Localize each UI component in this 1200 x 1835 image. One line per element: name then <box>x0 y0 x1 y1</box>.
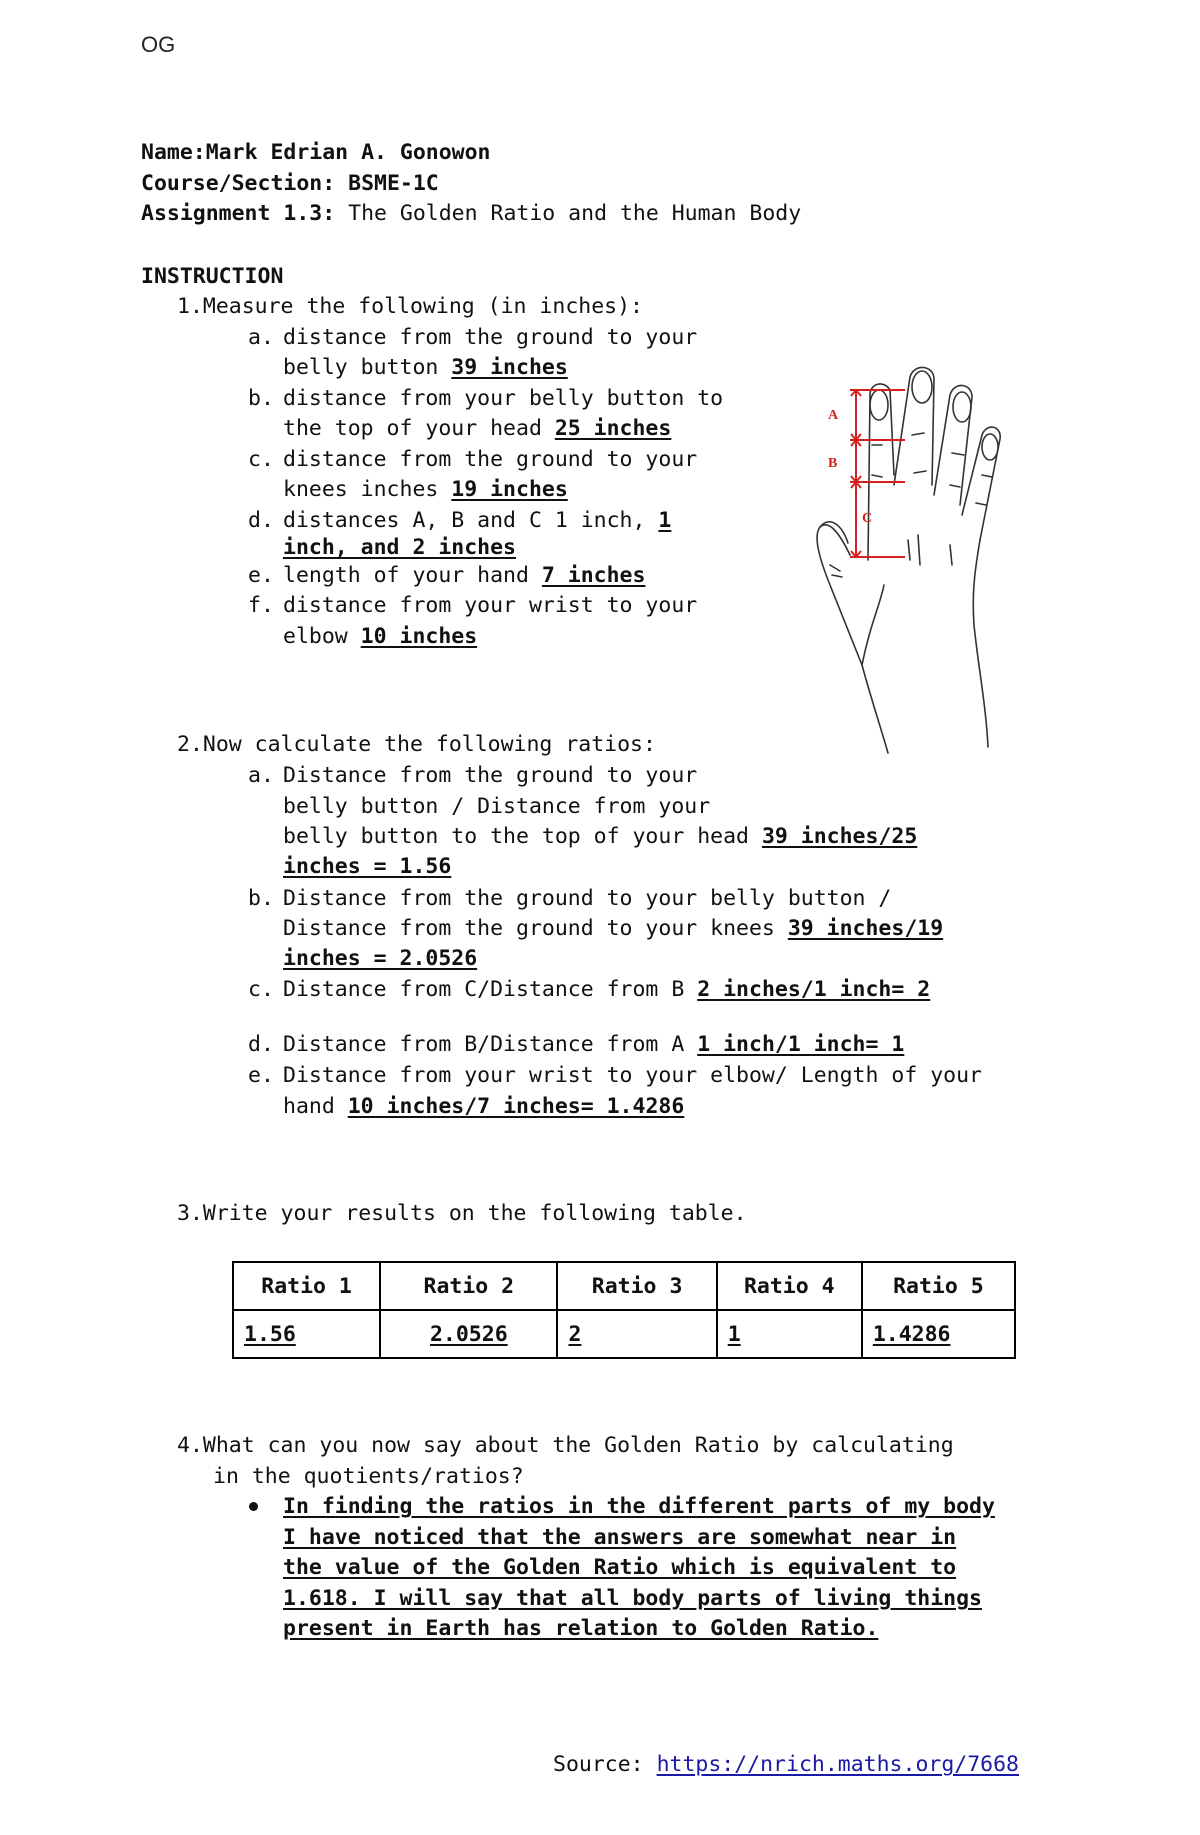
q1f-line2-text: elbow <box>283 624 361 649</box>
q2a-line4 <box>283 852 451 882</box>
q2a-line3 <box>283 822 917 852</box>
q1d-letter: d. <box>248 508 274 533</box>
source-label: Source: <box>553 1752 657 1777</box>
q2a-line1: Distance from the ground to your <box>283 763 698 788</box>
q1-number: 1. <box>177 294 203 319</box>
q1f-answer: 10 inches <box>360 624 478 649</box>
hand-illustration <box>810 365 1060 755</box>
q2e-line2-text: hand <box>283 1094 348 1119</box>
q1b-letter: b. <box>248 386 274 411</box>
q1d-answer-part2: inch, and 2 inches <box>283 535 516 560</box>
instruction-heading: INSTRUCTION <box>141 264 284 289</box>
q4-answer-line-4: 1.618. I will say that all body parts of living things <box>283 1586 982 1611</box>
q1d-line2 <box>283 533 516 563</box>
q1f-line2 <box>283 622 477 652</box>
q1b-line2 <box>283 414 671 444</box>
q2e-answer: 10 inches/7 inches= 1.4286 <box>347 1094 685 1119</box>
assignment-label: Assignment 1.3: <box>141 201 336 226</box>
hand-label-a: A <box>828 408 839 423</box>
q2-line <box>177 730 656 760</box>
table-header-ratio-5: Ratio 5 <box>862 1262 1015 1310</box>
q1b-answer: 25 inches <box>554 416 672 441</box>
q2d-letter: d. <box>248 1032 274 1057</box>
q2b-line3 <box>283 944 477 974</box>
q4-answer-line-5: present in Earth has relation to Golden Ratio. <box>283 1616 879 1641</box>
q2a-answer-part2: inches = 1.56 <box>283 854 452 879</box>
q1e-line1-text: length of your hand <box>283 563 542 588</box>
course-label: Course/Section: <box>141 171 336 196</box>
name-label: Name: <box>141 140 206 165</box>
q2b-line1: Distance from the ground to your belly button / <box>283 886 892 911</box>
assignment-line <box>141 199 801 229</box>
results-table <box>232 1261 1016 1359</box>
hand-outline <box>817 367 1000 753</box>
q4-answer-line-3: the value of the Golden Ratio which is equivalent to <box>283 1555 957 1580</box>
name-value: Mark Edrian A. Gonowon <box>205 140 491 165</box>
q4-answer-line-2: I have noticed that the answers are somewhat near in <box>283 1525 957 1550</box>
course-value: BSME-1C <box>348 171 439 196</box>
q1d-line1 <box>283 506 671 536</box>
q2e-line1: Distance from your wrist to your elbow/ Length of your <box>283 1063 982 1088</box>
q1d-line1-text: distances A, B and C 1 inch, <box>283 508 659 533</box>
table-header-ratio-2: Ratio 2 <box>380 1262 557 1310</box>
q1-line <box>177 292 643 322</box>
q2c-letter: c. <box>248 977 274 1002</box>
q2a-letter: a. <box>248 763 274 788</box>
q1f-letter: f. <box>248 593 274 618</box>
q2-text: Now calculate the following ratios: <box>202 732 656 757</box>
q1a-letter: a. <box>248 325 274 350</box>
q1e-line1 <box>283 561 645 591</box>
q1c-line1: distance from the ground to your <box>283 447 698 472</box>
answer-bullet <box>249 1502 258 1511</box>
q4-number: 4. <box>177 1433 203 1458</box>
hand-measure-lines <box>850 390 905 557</box>
q2a-line3-text: belly button to the top of your head <box>283 824 762 849</box>
q1f-line1: distance from your wrist to your <box>283 593 698 618</box>
q2c-text: Distance from C/Distance from B <box>283 977 698 1002</box>
hand-label-b: B <box>828 456 838 471</box>
q2d-answer: 1 inch/1 inch= 1 <box>697 1032 905 1057</box>
q1b-line1: distance from your belly button to <box>283 386 724 411</box>
q4-line1 <box>177 1431 954 1461</box>
source-link[interactable]: https://nrich.maths.org/7668 <box>656 1752 1019 1777</box>
q1b-line2-text: the top of your head <box>283 416 555 441</box>
hand-label-c: C <box>862 511 873 526</box>
table-header-ratio-4: Ratio 4 <box>717 1262 862 1310</box>
q4-answer-line-1: In finding the ratios in the different parts of my body <box>283 1494 995 1519</box>
q1c-line2 <box>283 475 568 505</box>
q1d-answer-part1: 1 <box>658 508 672 533</box>
results-header-row <box>233 1262 1015 1310</box>
table-cell-ratio-1: 1.56 <box>233 1310 380 1358</box>
header-corner-text: OG <box>141 32 176 57</box>
q1-text: Measure the following (in inches): <box>202 294 643 319</box>
q2e-line2 <box>283 1092 684 1122</box>
q1c-line2-text: knees inches <box>283 477 452 502</box>
q2b-answer-part2: inches = 2.0526 <box>283 946 478 971</box>
q2e-letter: e. <box>248 1063 274 1088</box>
table-cell-ratio-4: 1 <box>717 1310 862 1358</box>
q2b-line2 <box>283 914 943 944</box>
table-header-ratio-1: Ratio 1 <box>233 1262 380 1310</box>
table-header-ratio-3: Ratio 3 <box>557 1262 716 1310</box>
q3-number: 3. <box>177 1201 203 1226</box>
q2b-letter: b. <box>248 886 274 911</box>
q4-line2: in the quotients/ratios? <box>213 1464 524 1489</box>
table-cell-ratio-5: 1.4286 <box>862 1310 1015 1358</box>
q2b-answer-part1: 39 inches/19 <box>787 916 944 941</box>
q1c-letter: c. <box>248 447 274 472</box>
table-cell-ratio-3: 2 <box>557 1310 716 1358</box>
q2b-line2-text: Distance from the ground to your knees <box>283 916 788 941</box>
results-value-row <box>233 1310 1015 1358</box>
q2c-answer: 2 inches/1 inch= 2 <box>697 977 931 1002</box>
q4-text-line1: What can you now say about the Golden Ratio by calculating <box>202 1433 954 1458</box>
q2c-line <box>283 975 930 1005</box>
q2a-line2: belly button / Distance from your <box>283 794 711 819</box>
table-cell-ratio-2: 2.0526 <box>380 1310 557 1358</box>
q1a-line1: distance from the ground to your <box>283 325 698 350</box>
q1e-answer: 7 inches <box>541 563 646 588</box>
q2d-text: Distance from B/Distance from A <box>283 1032 698 1057</box>
assignment-value: The Golden Ratio and the Human Body <box>348 201 802 226</box>
q1c-answer: 19 inches <box>451 477 568 502</box>
q2d-line <box>283 1030 904 1060</box>
q3-text: Write your results on the following table. <box>202 1201 747 1226</box>
q1a-answer: 39 inches <box>451 355 568 380</box>
q1a-line2-text: belly button <box>283 355 452 380</box>
source-line <box>553 1750 1019 1780</box>
q1a-line2 <box>283 353 568 383</box>
q1e-letter: e. <box>248 563 274 588</box>
q2-number: 2. <box>177 732 203 757</box>
name-line <box>141 138 491 168</box>
q3-line <box>177 1199 747 1229</box>
course-line <box>141 169 439 199</box>
q2a-answer-part1: 39 inches/25 <box>761 824 918 849</box>
